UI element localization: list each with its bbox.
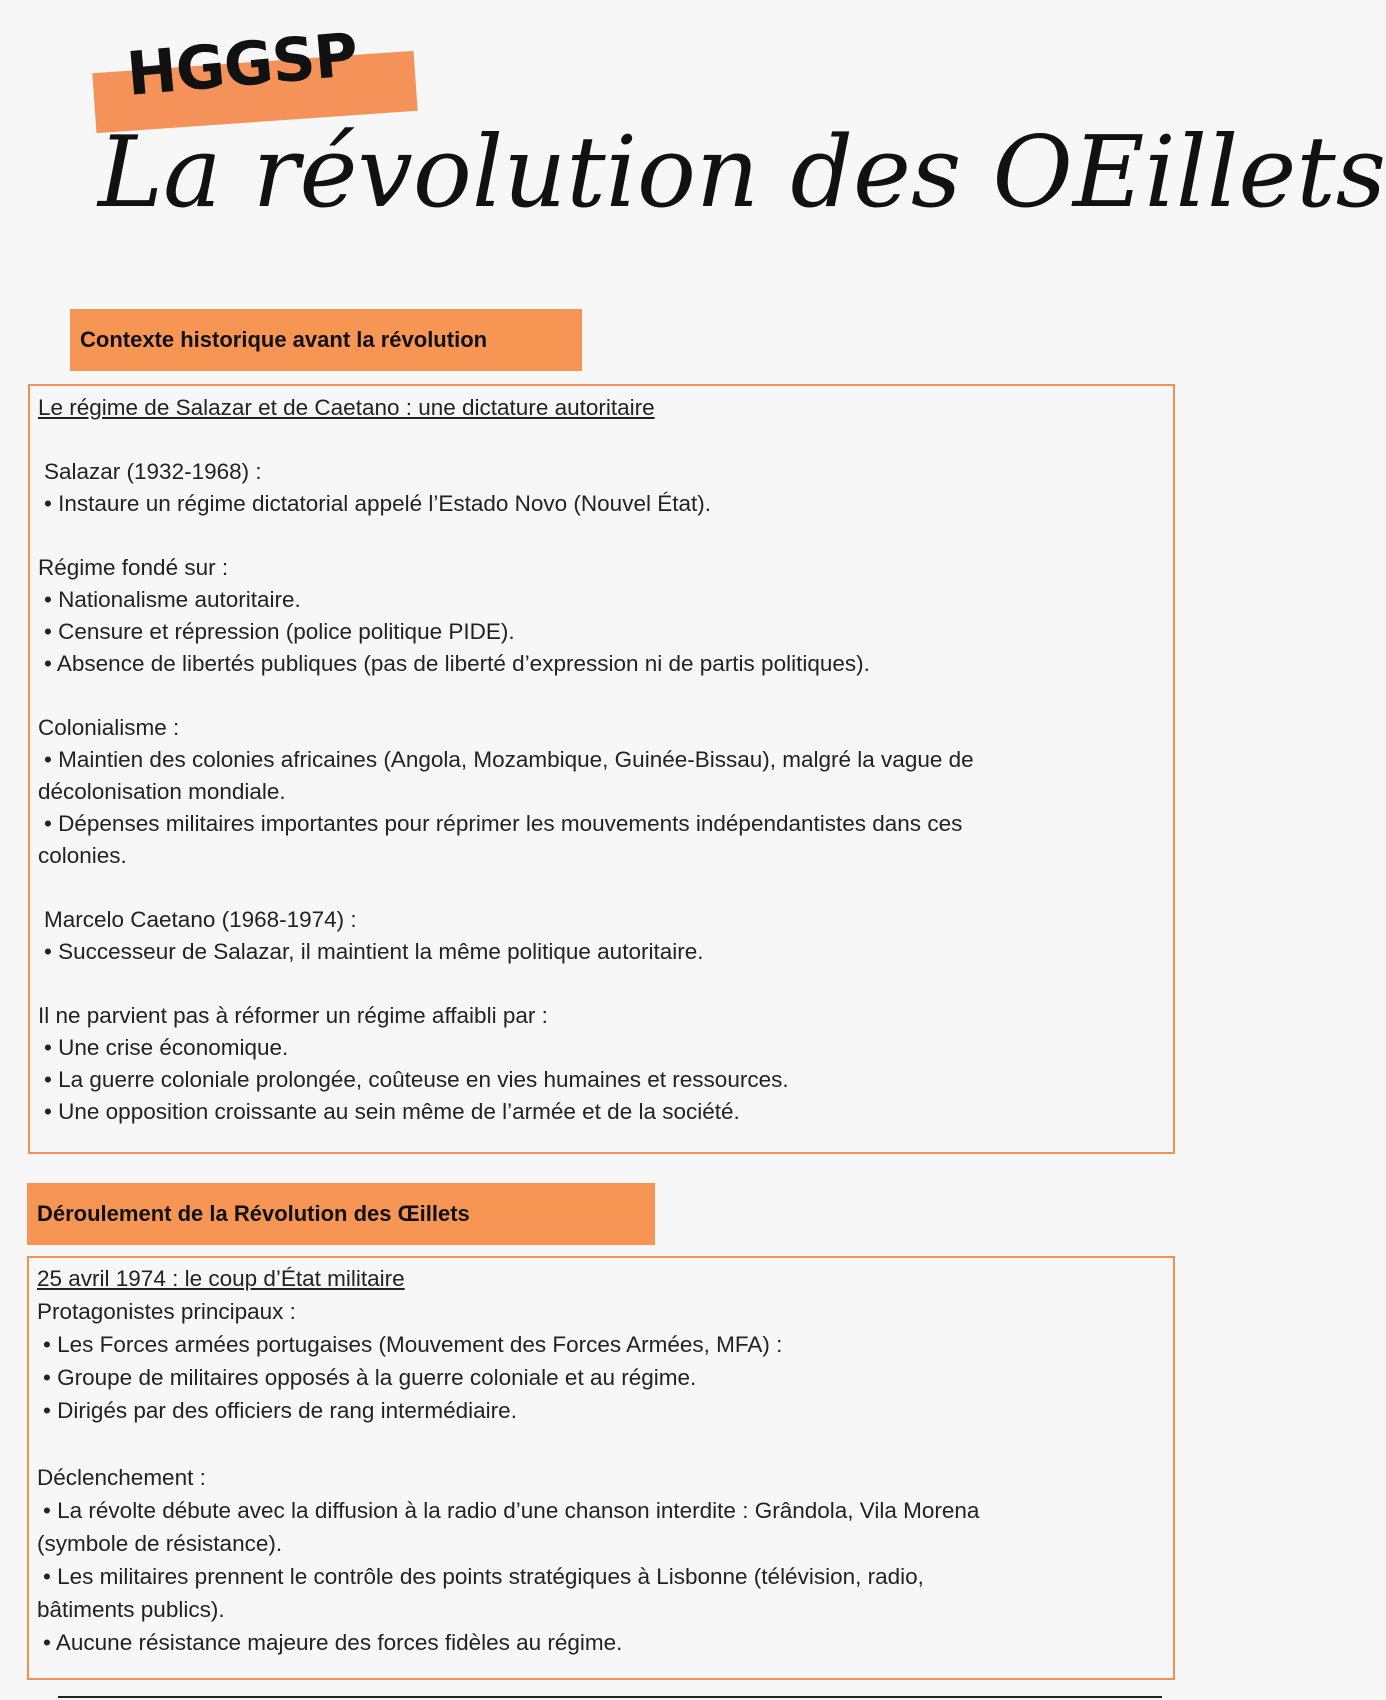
subject-label: HGGSP	[123, 20, 361, 111]
list-item: • Aucune résistance majeure des forces fidèles au régime.	[37, 1626, 1165, 1659]
page-title: La révolution des OEillets	[98, 116, 1386, 230]
list-item: • Les militaires prennent le contrôle des points stratégiques à Lisbonne (télévision, radio,	[37, 1560, 1165, 1593]
list-item: • Nationalisme autoritaire.	[38, 584, 1165, 616]
list-item: • La révolte débute avec la diffusion à la radio d’une chanson interdite : Grândola, Vila Morena	[37, 1494, 1165, 1527]
list-item-continuation: décolonisation mondiale.	[38, 779, 286, 804]
reform-heading: Il ne parvient pas à réformer un régime affaibli par :	[38, 1003, 548, 1028]
colonialisme-heading: Colonialisme :	[38, 715, 180, 740]
list-item: • Maintien des colonies africaines (Angola, Mozambique, Guinée-Bissau), malgré la vague de	[38, 744, 1165, 776]
list-item: • Dirigés par des officiers de rang intermédiaire.	[37, 1394, 1165, 1427]
protagonistes-heading: Protagonistes principaux :	[37, 1299, 296, 1324]
section-heading-deroulement	[27, 1183, 655, 1245]
section-heading-text: Contexte historique avant la révolution	[80, 327, 488, 352]
list-item: • Une crise économique.	[38, 1032, 1165, 1064]
list-item-continuation: colonies.	[38, 843, 127, 868]
regime-heading: Régime fondé sur :	[38, 555, 229, 580]
box-title: 25 avril 1974 : le coup d’État militaire	[37, 1266, 405, 1291]
section-heading-context	[70, 309, 582, 371]
context-box	[28, 384, 1175, 1154]
list-item-continuation: (symbole de résistance).	[37, 1531, 283, 1556]
box-title: Le régime de Salazar et de Caetano : une dictature autoritaire	[38, 395, 655, 420]
list-item-continuation: bâtiments publics).	[37, 1597, 225, 1622]
list-item: • Dépenses militaires importantes pour réprimer les mouvements indépendantistes dans ces	[38, 808, 1165, 840]
caetano-heading: Marcelo Caetano (1968-1974) :	[44, 907, 357, 932]
declenchement-heading: Déclenchement :	[37, 1465, 206, 1490]
list-item: • Instaure un régime dictatorial appelé l’Estado Novo (Nouvel État).	[38, 488, 1165, 520]
section-heading-text: Déroulement de la Révolution des Œillets	[37, 1201, 470, 1226]
salazar-heading: Salazar (1932-1968) :	[44, 459, 262, 484]
list-item: • Les Forces armées portugaises (Mouvement des Forces Armées, MFA) :	[37, 1328, 1165, 1361]
bottom-divider	[58, 1696, 1162, 1698]
list-item: • Censure et répression (police politique PIDE).	[38, 616, 1165, 648]
deroulement-box	[27, 1256, 1175, 1680]
list-item: • La guerre coloniale prolongée, coûteuse en vies humaines et ressources.	[38, 1064, 1165, 1096]
list-item: • Successeur de Salazar, il maintient la même politique autoritaire.	[38, 936, 1165, 968]
list-item: • Absence de libertés publiques (pas de liberté d’expression ni de partis politiques).	[38, 648, 1165, 680]
list-item: • Une opposition croissante au sein même de l’armée et de la société.	[38, 1096, 1165, 1128]
list-item: • Groupe de militaires opposés à la guerre coloniale et au régime.	[37, 1361, 1165, 1394]
